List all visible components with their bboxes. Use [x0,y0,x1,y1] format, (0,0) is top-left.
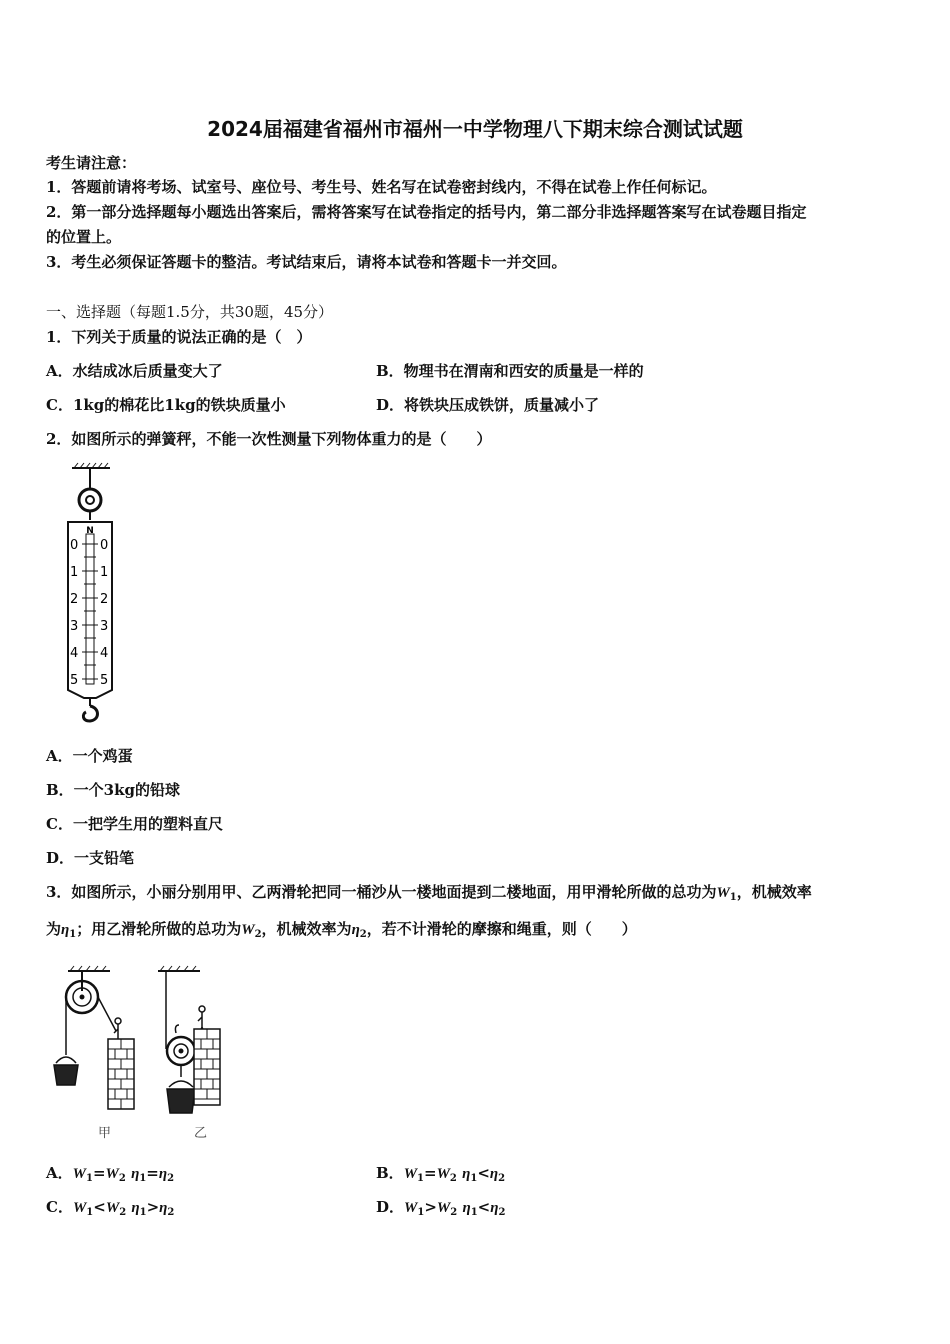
label-yi: 乙 [194,1126,208,1141]
tick-label-right: 5 [100,673,109,688]
notice-item: 1．答题前请将考场、试室号、座位号、考生号、姓名写在试卷密封线内，不得在试卷上作任何标记。 [46,178,717,196]
tick-label-right: 4 [100,646,109,661]
q3-option-a: A．$W_1=W_2$ $\eta_1=\eta_2$ [46,1164,175,1184]
q2-option-b: B．一个3kg的铅球 [46,781,180,799]
tick-label-right: 1 [100,565,109,580]
question-3-stem-line1: 3．如图所示，小丽分别用甲、乙两滑轮把同一桶沙从一楼地面提到二楼地面，用甲滑轮所做的总功为$W_1$，机械效率 [46,883,812,903]
notice-item: 的位置上。 [46,228,122,246]
notice-item: 2．第一部分选择题每小题选出答案后，需将答案写在试卷指定的括号内，第二部分非选择题答案写在试卷题目指定 [46,203,807,221]
q3-option-b: B．$W_1=W_2$ $\eta_1<\eta_2$ [376,1164,506,1184]
q2-option-d: D．一支铅笔 [46,849,135,867]
q3-option-d: D．$W_1>W_2$ $\eta_1<\eta_2$ [376,1198,506,1218]
tick-label-left: 2 [70,592,79,607]
section-heading: 一、选择题（每题1.5分，共30题，45分） [46,303,334,321]
q3-option-c: C．$W_1<W_2$ $\eta_1>\eta_2$ [46,1198,175,1218]
q2-option-c: C．一把学生用的塑料直尺 [46,815,223,833]
question-2-stem: 2．如图所示的弹簧秤，不能一次性测量下列物体重力的是（ ） [46,430,492,448]
page-title: 2024届福建省福州市福州一中学物理八下期末综合测试试题 [207,117,743,141]
tick-label-right: 3 [100,619,109,634]
q1-option-b: B．物理书在渭南和西安的质量是一样的 [376,362,644,380]
q2-option-a: A．一个鸡蛋 [46,747,133,765]
tick-label-right: 0 [100,538,109,553]
tick-label-right: 2 [100,592,109,607]
question-1-stem: 1．下列关于质量的说法正确的是（ ） [46,328,312,346]
notice-item: 3．考生必须保证答题卡的整洁。考试结束后，请将本试卷和答题卡一并交回。 [46,253,567,271]
scale-unit: N [86,526,94,536]
tick-label-left: 0 [70,538,79,553]
tick-label-left: 3 [70,619,79,634]
question-3-stem-line2: 为$\eta_1$；用乙滑轮所做的总功为$W_2$，机械效率为$\eta_2$，若不计滑轮的摩擦和绳重，则（ ） [46,920,637,940]
tick-label-left: 1 [70,565,79,580]
tick-label-left: 5 [70,673,79,688]
notice-heading: 考生请注意： [46,154,137,172]
q1-option-a: A．水结成冰后质量变大了 [46,362,223,380]
label-jia: 甲 [98,1126,112,1141]
spring-scale-figure [60,462,124,730]
q1-option-c: C．1kg的棉花比1kg的铁块质量小 [46,396,286,414]
q1-option-d: D．将铁块压成铁饼，质量减小了 [376,396,600,414]
tick-label-left: 4 [70,646,79,661]
pulley-figure [48,963,238,1145]
